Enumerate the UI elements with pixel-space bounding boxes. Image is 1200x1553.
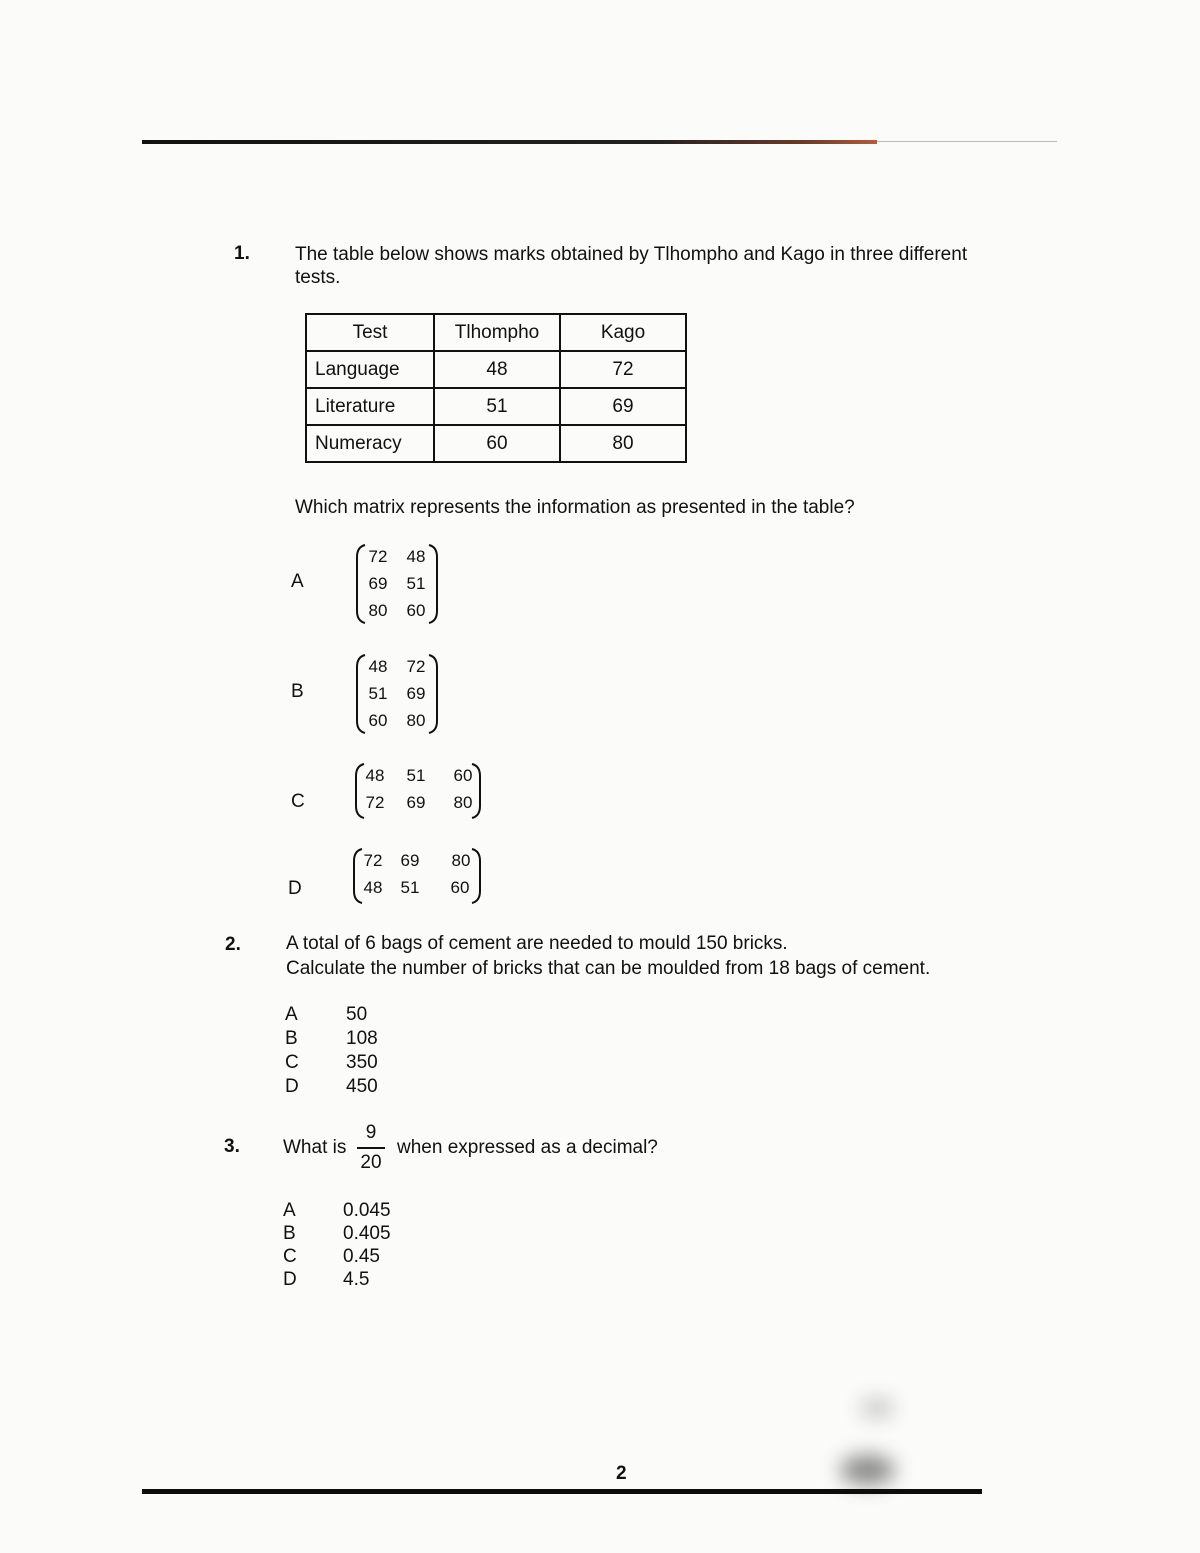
q3-option-b-value: 0.405	[343, 1223, 391, 1244]
matrix-cell: 48	[368, 657, 388, 676]
table-header-row	[306, 314, 686, 351]
matrix-cell: 69	[406, 684, 426, 703]
fraction-numerator: 9	[365, 1122, 377, 1143]
q2-option-d-letter: D	[285, 1076, 299, 1097]
q3-option-c-letter: C	[283, 1246, 297, 1267]
matrix-cell: 60	[450, 878, 470, 897]
q1-option-d-matrix	[352, 847, 482, 905]
matrix-cell: 51	[406, 574, 426, 593]
table-header-cell: Test	[306, 314, 434, 351]
top-rule-tail	[877, 141, 1057, 142]
q2-option-c-value: 350	[346, 1052, 378, 1073]
matrix-cell: 48	[406, 547, 426, 566]
page-number: 2	[616, 1463, 627, 1484]
q3-fraction	[357, 1122, 385, 1174]
table-header-cell: Tlhompho	[434, 314, 560, 351]
q2-option-a-value: 50	[346, 1004, 368, 1025]
marks-table	[305, 313, 687, 463]
matrix-cell: 60	[453, 766, 473, 785]
matrix-cell: 48	[363, 878, 383, 897]
q3-number: 3.	[224, 1136, 240, 1157]
q3-option-d-letter: D	[283, 1269, 297, 1290]
table-row	[306, 351, 686, 388]
q3-option-c-value: 0.45	[343, 1246, 380, 1267]
q2-text-line2: Calculate the number of bricks that can be moulded from 18 bags of cement.	[286, 958, 931, 979]
matrix-cell: 69	[406, 793, 426, 812]
q2-option-b-value: 108	[346, 1028, 378, 1049]
q1-text-line2: tests.	[295, 267, 341, 288]
q1-option-c-letter: C	[291, 791, 305, 812]
matrix-cell: 51	[406, 766, 426, 785]
table-cell: Literature	[306, 388, 434, 425]
matrix-cell: 69	[400, 851, 420, 870]
q1-option-a-matrix	[355, 543, 439, 625]
matrix-cell: 60	[368, 711, 388, 730]
matrix-cell: 72	[406, 657, 426, 676]
matrix-cell: 69	[368, 574, 388, 593]
q3-option-d-value: 4.5	[343, 1269, 370, 1290]
q1-number: 1.	[234, 243, 250, 264]
table-row	[306, 388, 686, 425]
q1-option-c-matrix	[354, 762, 482, 820]
matrix-cell: 51	[400, 878, 420, 897]
scan-smudge	[840, 1455, 895, 1485]
matrix-cell: 72	[363, 851, 383, 870]
matrix-cell: 72	[368, 547, 388, 566]
table-cell: 72	[560, 351, 686, 388]
q2-option-d-value: 450	[346, 1076, 378, 1097]
q1-option-b-matrix	[355, 653, 439, 735]
top-rule	[142, 140, 877, 144]
q3-text-before: What is	[283, 1137, 347, 1158]
q2-option-a-letter: A	[285, 1004, 298, 1025]
table-cell: Numeracy	[306, 425, 434, 462]
matrix-cell: 48	[365, 766, 385, 785]
q3-text-after: when expressed as a decimal?	[397, 1137, 658, 1158]
table-header-cell: Kago	[560, 314, 686, 351]
q1-option-a-letter: A	[291, 571, 304, 592]
fraction-denominator: 20	[360, 1151, 382, 1173]
q2-number: 2.	[225, 934, 241, 955]
matrix-cell: 60	[406, 601, 426, 620]
table-cell: 80	[560, 425, 686, 462]
table-cell: 51	[434, 388, 560, 425]
q3-option-a-value: 0.045	[343, 1200, 391, 1221]
q3-option-a-letter: A	[283, 1200, 296, 1221]
table-cell: Language	[306, 351, 434, 388]
matrix-cell: 72	[365, 793, 385, 812]
table-cell: 60	[434, 425, 560, 462]
q2-text-line1: A total of 6 bags of cement are needed to mould 150 bricks.	[286, 933, 788, 954]
matrix-cell: 80	[453, 793, 473, 812]
q2-option-c-letter: C	[285, 1052, 299, 1073]
q1-option-b-letter: B	[291, 681, 304, 702]
matrix-cell: 51	[368, 684, 388, 703]
q1-text-line1: The table below shows marks obtained by Tlhompho and Kago in three different	[295, 244, 968, 265]
bottom-rule	[142, 1489, 982, 1494]
table-cell: 69	[560, 388, 686, 425]
table-row	[306, 425, 686, 462]
fraction-bar	[357, 1147, 385, 1149]
q1-option-d-letter: D	[288, 878, 302, 899]
matrix-cell: 80	[451, 851, 471, 870]
scan-smudge	[860, 1398, 894, 1418]
matrix-cell: 80	[406, 711, 426, 730]
table-cell: 48	[434, 351, 560, 388]
q2-option-b-letter: B	[285, 1028, 298, 1049]
q3-option-b-letter: B	[283, 1223, 296, 1244]
q1-prompt: Which matrix represents the information as presented in the table?	[295, 497, 855, 518]
matrix-cell: 80	[368, 601, 388, 620]
